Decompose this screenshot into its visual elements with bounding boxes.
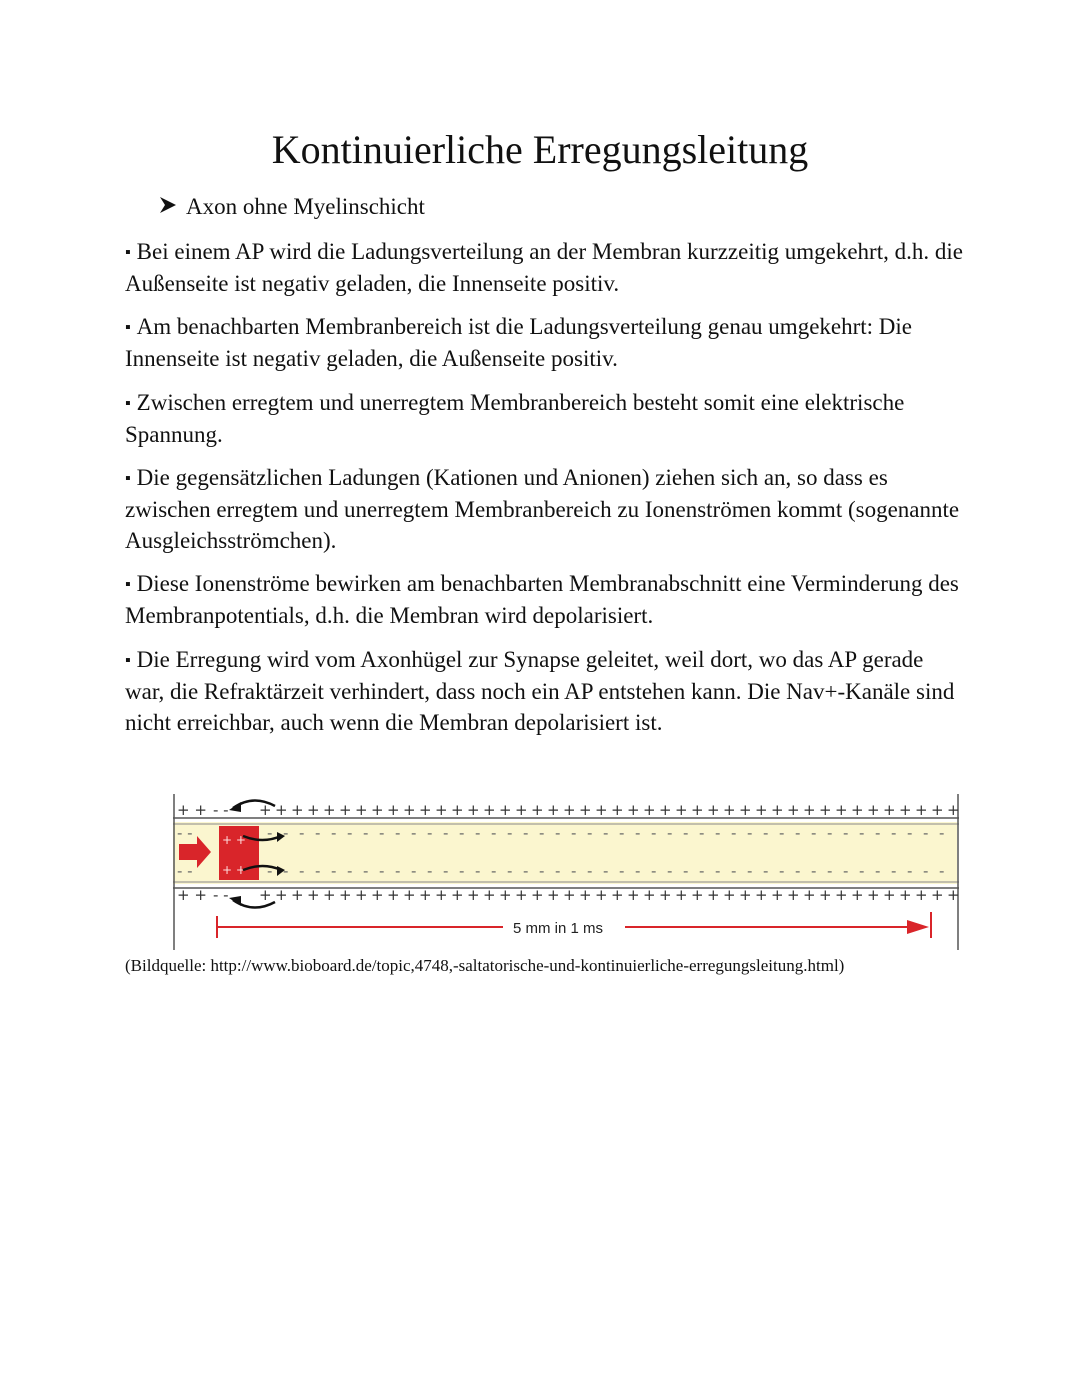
outer-charge-plus: + <box>547 801 560 819</box>
inner-charge-minus: - <box>715 824 721 842</box>
inner-charge-minus: - <box>939 824 945 842</box>
outer-charge-plus: + <box>579 886 592 904</box>
square-bullet-icon: ▪ <box>125 395 131 412</box>
inner-charge-minus: - <box>939 862 945 880</box>
outer-charge-plus: + <box>307 801 320 819</box>
outer-charge-plus: + <box>675 886 688 904</box>
outer-charge-plus: + <box>755 886 768 904</box>
page-title: Kontinuierliche Erregungsleitung <box>271 127 809 172</box>
inner-charge-minus: - <box>507 824 513 842</box>
outer-charge-plus: + <box>915 801 928 819</box>
outer-charge-plus: + <box>483 801 496 819</box>
inner-charge-minus: - <box>779 862 785 880</box>
inner-charge-minus: - <box>523 862 529 880</box>
inner-charge-minus: - <box>459 862 465 880</box>
outer-charge-plus: + <box>515 801 528 819</box>
outer-charge-plus: + <box>771 801 784 819</box>
outer-charge-plus: + <box>707 886 720 904</box>
inner-charge-minus: - <box>475 862 481 880</box>
paragraph-text: Zwischen erregtem und unerregtem Membranbereich besteht somit eine elektrische Spannung. <box>125 390 905 447</box>
inner-charge-minus: - <box>539 824 545 842</box>
square-bullet-icon: ▪ <box>125 470 131 487</box>
inner-charge-minus: - <box>651 862 657 880</box>
inner-charge-minus: - <box>411 824 417 842</box>
outer-charge-plus: + <box>355 801 368 819</box>
outer-charge-plus: + <box>883 886 896 904</box>
outer-charge-plus: + <box>499 801 512 819</box>
inner-charge-minus: - <box>603 824 609 842</box>
inner-charge-minus: - <box>667 862 673 880</box>
inner-charge-minus: - <box>875 862 881 880</box>
outer-charge-plus: + <box>387 801 400 819</box>
outer-charge-plus: + <box>467 801 480 819</box>
outer-charge-plus: + <box>515 886 528 904</box>
inner-charge-minus: - <box>443 824 449 842</box>
inner-charge-minus: - <box>587 824 593 842</box>
inner-charge-minus: - <box>683 824 689 842</box>
outer-charge-plus: + <box>531 886 544 904</box>
current-arrow-icon <box>229 896 241 906</box>
inner-charge-minus: - <box>555 862 561 880</box>
outer-charge-plus: + <box>707 801 720 819</box>
inner-charge-minus: - <box>427 862 433 880</box>
outer-charge-plus: + <box>915 886 928 904</box>
excited-region-charges: + + <box>222 833 246 847</box>
paragraph-text: Am benachbarten Membranbereich ist die Ladungsverteilung genau umgekehrt: Die Innenseite ist negativ geladen, die Außenseite positiv. <box>125 314 913 371</box>
inner-charge-minus: - <box>779 824 785 842</box>
outer-charge-plus: + <box>403 886 416 904</box>
subheading-text: Axon ohne Myelinschicht <box>186 194 425 219</box>
outer-charge-plus: + <box>851 801 864 819</box>
inner-charge-minus: - <box>299 824 305 842</box>
outer-charge-plus: + <box>643 801 656 819</box>
inner-charge-minus: - <box>523 824 529 842</box>
outer-charge-plus: + <box>691 886 704 904</box>
paragraph-text: Diese Ionenströme bewirken am benachbarten Membranabschnitt eine Verminderung des Membranpotentials, d.h. die Membran wird depolarisiert. <box>125 571 959 628</box>
inner-charge-minus: - <box>299 862 305 880</box>
outer-charge-plus: + <box>947 886 960 904</box>
inner-charge-minus: - <box>427 824 433 842</box>
outer-charge-plus: + + <box>177 801 207 819</box>
inner-charge-minus: - <box>891 862 897 880</box>
outer-charge-plus: + <box>275 886 288 904</box>
outer-charge-plus: + <box>787 801 800 819</box>
inner-charge-minus: - <box>811 862 817 880</box>
outer-charge-plus: + <box>867 801 880 819</box>
outer-charge-plus: + <box>771 886 784 904</box>
outer-charge-plus: + <box>803 886 816 904</box>
outer-charge-plus: + <box>659 886 672 904</box>
outer-charge-minus: - - <box>213 801 229 819</box>
inner-charge-minus: - <box>731 862 737 880</box>
inner-charge-minus: - <box>491 862 497 880</box>
paragraph-text: Die Erregung wird vom Axonhügel zur Synapse geleitet, weil dort, wo das AP gerade war, die Refraktärzeit verhindert, dass noch ein AP entstehen kann. Die Nav+-Kanäle sind nicht erreichbar, auch wenn die Membran depolarisiert ist. <box>125 647 955 735</box>
inner-charge-minus: - <box>283 862 289 880</box>
inner-charge-minus: - <box>875 824 881 842</box>
inner-charge-minus: - <box>459 824 465 842</box>
outer-charge-plus: + <box>595 801 608 819</box>
outer-charge-plus: + <box>755 801 768 819</box>
inner-charge-minus: - <box>795 824 801 842</box>
outer-charge-plus: + <box>787 886 800 904</box>
outer-charge-plus: + <box>259 801 272 819</box>
outer-charge-plus: + <box>451 801 464 819</box>
subheading <box>158 191 425 223</box>
outer-charge-plus: + <box>339 886 352 904</box>
outer-charge-plus: + <box>899 801 912 819</box>
paragraph-text: Bei einem AP wird die Ladungsverteilung an der Membran kurzzeitig umgekehrt, d.h. die Außenseite ist negativ geladen, die Innenseite positiv. <box>125 239 963 296</box>
square-bullet-icon: ▪ <box>125 244 131 261</box>
paragraph-6 <box>125 644 965 738</box>
outer-charge-plus: + <box>435 801 448 819</box>
outer-charge-plus: + <box>947 801 960 819</box>
square-bullet-icon: ▪ <box>125 576 131 593</box>
outer-charge-plus: + <box>339 801 352 819</box>
inner-charge-minus: - <box>699 862 705 880</box>
outer-charge-plus: + <box>611 801 624 819</box>
inner-charge-minus: - <box>475 824 481 842</box>
scale-label: 5 mm in 1 ms <box>513 920 604 937</box>
inner-charge-minus: - <box>731 824 737 842</box>
outer-charge-plus: + <box>291 886 304 904</box>
outer-charge-plus: + <box>691 801 704 819</box>
inner-charge-minus: - <box>395 862 401 880</box>
outer-charge-plus: + <box>419 886 432 904</box>
inner-charge-minus: - <box>507 862 513 880</box>
inner-charge-minus: - <box>571 862 577 880</box>
outer-charge-plus: + <box>307 886 320 904</box>
outer-charge-plus: + <box>547 886 560 904</box>
paragraph-1 <box>125 236 965 299</box>
inner-charge-minus: - <box>699 824 705 842</box>
axon-diagram <box>163 788 963 956</box>
outer-charge-plus: + <box>323 801 336 819</box>
paragraph-2 <box>125 311 965 374</box>
outer-charge-plus: + <box>563 886 576 904</box>
square-bullet-icon: ▪ <box>125 652 131 669</box>
outer-charge-plus: + <box>611 886 624 904</box>
inner-charge-minus: - <box>555 824 561 842</box>
inner-charge-minus: - <box>411 862 417 880</box>
image-source-caption: (Bildquelle: http://www.bioboard.de/topic,4748,-saltatorische-und-kontinuierliche-erregungsleitung.html) <box>125 956 845 975</box>
square-bullet-icon: ▪ <box>125 319 131 336</box>
outer-charge-plus: + <box>675 801 688 819</box>
outer-charge-plus: + <box>819 801 832 819</box>
outer-charge-plus: + <box>835 801 848 819</box>
outer-charge-plus: + <box>355 886 368 904</box>
axon-interior <box>173 822 957 884</box>
inner-charge-minus: - <box>891 824 897 842</box>
outer-charge-plus: + <box>467 886 480 904</box>
outer-charge-plus: + <box>291 801 304 819</box>
inner-charge-minus: - <box>491 824 497 842</box>
outer-charge-plus: + <box>595 886 608 904</box>
outer-charge-plus: + <box>851 886 864 904</box>
paragraph-text: Die gegensätzlichen Ladungen (Kationen und Anionen) ziehen sich an, so dass es zwischen erregtem und unerregtem Membranbereich zu Ionenströmen kommt (sogenannte Ausgleichsströmchen). <box>125 465 960 553</box>
inner-charge-minus: - <box>571 824 577 842</box>
inner-charge-minus: - <box>395 824 401 842</box>
outer-charge-plus: + <box>739 886 752 904</box>
inner-charge-minus: - - <box>177 824 193 842</box>
inner-charge-minus: - <box>843 862 849 880</box>
outer-charge-plus: + <box>803 801 816 819</box>
inner-charge-minus: - <box>331 862 337 880</box>
current-arrow-icon <box>229 802 241 812</box>
outer-charge-plus: + <box>483 886 496 904</box>
inner-charge-minus: - <box>923 824 929 842</box>
outer-charge-plus: + <box>643 886 656 904</box>
outer-charge-plus: + <box>563 801 576 819</box>
excited-region-charges: + + <box>222 863 246 877</box>
outer-charge-plus: + <box>371 886 384 904</box>
outer-charge-plus: + <box>931 801 944 819</box>
inner-charge-minus: - <box>347 824 353 842</box>
scale-arrowhead-icon <box>907 920 929 934</box>
outer-charge-plus: + <box>627 801 640 819</box>
paragraph-4 <box>125 462 965 556</box>
outer-charge-plus: + <box>387 886 400 904</box>
outer-charge-plus: + <box>931 886 944 904</box>
inner-charge-minus: - <box>843 824 849 842</box>
inner-charge-minus: - <box>907 862 913 880</box>
inner-charge-minus: - <box>363 824 369 842</box>
inner-charge-minus: - <box>635 862 641 880</box>
inner-charge-minus: - <box>827 824 833 842</box>
inner-charge-minus: - <box>635 824 641 842</box>
inner-charge-minus: - <box>747 862 753 880</box>
arrow-bullet-icon <box>158 191 180 223</box>
outer-charge-plus: + <box>435 886 448 904</box>
outer-charge-minus: - - <box>213 886 229 904</box>
outer-charge-plus: + <box>819 886 832 904</box>
inner-charge-minus: - <box>347 862 353 880</box>
inner-charge-minus: - <box>923 862 929 880</box>
inner-charge-minus: - <box>667 824 673 842</box>
inner-charge-minus: - <box>587 862 593 880</box>
inner-charge-minus: - <box>443 862 449 880</box>
inner-charge-minus: - - <box>177 862 193 880</box>
inner-charge-minus: - <box>715 862 721 880</box>
inner-charge-minus: - <box>267 824 273 842</box>
outer-charge-plus: + <box>323 886 336 904</box>
paragraph-5 <box>125 568 965 631</box>
inner-charge-minus: - <box>827 862 833 880</box>
inner-charge-minus: - <box>763 862 769 880</box>
inner-charge-minus: - <box>907 824 913 842</box>
outer-charge-plus: + <box>579 801 592 819</box>
inner-charge-minus: - <box>331 824 337 842</box>
inner-charge-minus: - <box>539 862 545 880</box>
inner-charge-minus: - <box>283 824 289 842</box>
outer-charge-plus: + <box>739 801 752 819</box>
outer-charge-plus: + <box>259 886 272 904</box>
outer-charge-plus: + <box>451 886 464 904</box>
outer-charge-plus: + <box>403 801 416 819</box>
inner-charge-minus: - <box>363 862 369 880</box>
axon-conduction-figure <box>163 788 963 956</box>
outer-charge-plus: + <box>867 886 880 904</box>
outer-charge-plus: + <box>627 886 640 904</box>
inner-charge-minus: - <box>859 824 865 842</box>
inner-charge-minus: - <box>379 824 385 842</box>
outer-charge-plus: + <box>499 886 512 904</box>
inner-charge-minus: - <box>859 862 865 880</box>
outer-charge-plus: + <box>419 801 432 819</box>
outer-charge-plus: + <box>835 886 848 904</box>
outer-charge-plus: + <box>371 801 384 819</box>
inner-charge-minus: - <box>619 862 625 880</box>
inner-charge-minus: - <box>315 824 321 842</box>
inner-charge-minus: - <box>795 862 801 880</box>
inner-charge-minus: - <box>619 824 625 842</box>
outer-charge-plus: + <box>275 801 288 819</box>
outer-charge-plus: + <box>531 801 544 819</box>
inner-charge-minus: - <box>747 824 753 842</box>
inner-charge-minus: - <box>683 862 689 880</box>
outer-charge-plus: + <box>659 801 672 819</box>
inner-charge-minus: - <box>379 862 385 880</box>
inner-charge-minus: - <box>763 824 769 842</box>
outer-charge-plus: + + <box>177 886 207 904</box>
inner-charge-minus: - <box>811 824 817 842</box>
paragraph-3 <box>125 387 965 450</box>
inner-charge-minus: - <box>267 862 273 880</box>
inner-charge-minus: - <box>315 862 321 880</box>
outer-charge-plus: + <box>899 886 912 904</box>
outer-charge-plus: + <box>723 886 736 904</box>
outer-charge-plus: + <box>723 801 736 819</box>
inner-charge-minus: - <box>651 824 657 842</box>
outer-charge-plus: + <box>883 801 896 819</box>
inner-charge-minus: - <box>603 862 609 880</box>
